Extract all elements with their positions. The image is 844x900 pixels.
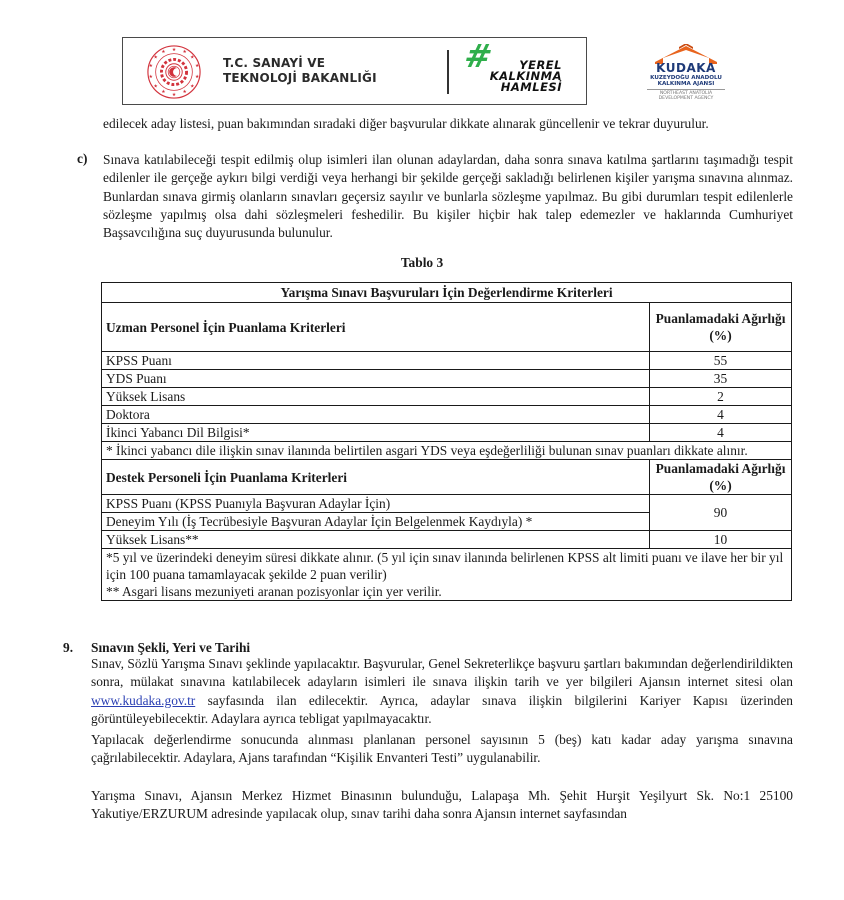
section9-paragraph-2: Yapılacak değerlendirme sonucunda alınması planlanan personel sayısının 5 (beş) katı kadar aday yarışma sınavına çağrılabilecektir. Adaylara, Ajans tarafından “Kişilik Envanteri Testi” uygulanabilir. — [91, 732, 793, 766]
table-row — [102, 370, 792, 388]
section-number: 9. — [63, 640, 74, 655]
table-row — [102, 406, 792, 424]
table-title: Yarışma Sınavı Başvuruları İçin Değerlendirme Kriterleri — [102, 283, 792, 303]
table-row — [102, 388, 792, 406]
weight-cell: 4 — [650, 406, 792, 424]
criterion-cell: KPSS Puanı — [102, 352, 650, 370]
criterion-cell: Yüksek Lisans** — [102, 531, 650, 549]
table-row — [102, 352, 792, 370]
table-row — [102, 495, 792, 513]
weight-cell: 90 — [650, 495, 792, 531]
weight-column-header: Puanlamadaki Ağırlığı (%) — [650, 303, 792, 352]
continuation-paragraph: edilecek aday listesi, puan bakımından sıradaki diğer başvurular dikkate alınarak güncellenir ve tekrar duyurulur. — [103, 116, 709, 131]
weight-cell: 10 — [650, 531, 792, 549]
uzman-section-header: Uzman Personel İçin Puanlama Kriterleri — [102, 303, 650, 352]
svg-text:★: ★ — [195, 74, 200, 80]
weight-cell: 55 — [650, 352, 792, 370]
destek-footnotes — [102, 549, 792, 601]
svg-text:★: ★ — [195, 64, 200, 70]
section9-paragraph-3: Yarışma Sınavı, Ajansın Merkez Hizmet Binasının bulunduğu, Lalapaşa Mh. Şehit Hurşit Yeşilyurt Sk. No:1 25100 Yakutiye/ERZURUM adresinde yapılacak olup, sınav tarihi daha sonra Ajansın internet sayfasından — [91, 788, 793, 822]
campaign-name: YEREL KALKINMA HAMLESİ — [489, 58, 562, 94]
criterion-cell: Yüksek Lisans — [102, 388, 650, 406]
kudaka-logo: KUDAKA KUZEYDOĞU ANADOLU KALKINMA AJANSI NORTHEAST ANATOLIA DEVELOPMENT AGENCY — [647, 44, 725, 102]
svg-text:★: ★ — [153, 55, 158, 61]
destek-section-header: Destek Personeli İçin Puanlama Kriterleri — [102, 460, 650, 495]
uzman-footnote: * İkinci yabancı dile ilişkin sınav ilanında belirtilen asgari YDS veya eşdeğerliliği bulunan sınav puanları dikkate alınır. — [102, 442, 792, 460]
criterion-cell: YDS Puanı — [102, 370, 650, 388]
criteria-table — [101, 282, 792, 601]
hashtag-icon: # — [460, 37, 496, 75]
list-item-label: c) — [77, 151, 88, 166]
weight-cell: 4 — [650, 424, 792, 442]
svg-text:★: ★ — [148, 74, 153, 80]
list-item-c-text: Sınava katılabileceği tespit edilmiş olup isimleri ilan olunan adaylardan, daha sonra sınava katılma şartlarını taşımadığı tespit edilenler ile gerçeğe aykırı bilgi verdiği veya herhangi bir şekilde gerçeği sakladığı belirlenen kişiler yarışma sınavına alınmaz. Bunlardan sınava girmiş olanların sınavları geçersiz sayılır ve bunlarla sözleşme yapılmaz. Bu gibi durumları tespit edilenlerle sözleşme yapılmış olsa dahi sözleşmeleri feshedilir. Bu kişiler hiçbir hak talep edemezler ve haklarında Cumhuriyet Başsavcılığına suç duyurusunda bulunulur. — [103, 152, 793, 241]
svg-text:★: ★ — [153, 84, 158, 90]
table-row — [102, 531, 792, 549]
ministry-emblem-icon — [145, 44, 203, 100]
weight-cell: 2 — [650, 388, 792, 406]
header-logo-banner — [122, 37, 587, 105]
section-title: Sınavın Şekli, Yeri ve Tarihi — [91, 640, 251, 655]
criterion-cell: İkinci Yabancı Dil Bilgisi* — [102, 424, 650, 442]
svg-text:★: ★ — [190, 55, 195, 61]
criterion-cell: KPSS Puanı (KPSS Puanıyla Başvuran Adaylar İçin) — [102, 495, 650, 513]
yerel-kalkinma-logo — [460, 37, 562, 100]
kudaka-website-link[interactable]: www.kudaka.gov.tr — [91, 692, 196, 708]
svg-text:★: ★ — [161, 50, 166, 56]
svg-text:★: ★ — [182, 90, 187, 96]
svg-text:★: ★ — [190, 84, 195, 90]
table-caption: Tablo 3 — [400, 255, 444, 270]
weight-column-header: Puanlamadaki Ağırlığı (%) — [650, 460, 792, 495]
weight-cell: 35 — [650, 370, 792, 388]
criterion-cell: Deneyim Yılı (İş Tecrübesiyle Başvuran Adaylar İçin Belgelenmek Kaydıyla) * — [102, 513, 650, 531]
svg-text:★: ★ — [148, 64, 153, 70]
destek-footnote-2: ** Asgari lisans mezuniyeti aranan pozisyonlar için yer verilir. — [106, 584, 442, 599]
svg-text:★: ★ — [171, 93, 177, 99]
header-divider — [447, 50, 449, 94]
table-row — [102, 424, 792, 442]
destek-footnote-1: *5 yıl ve üzerindeki deneyim süresi dikkate alınır. (5 yıl için sınav ilanında belirlenen KPSS alt limiti puanı ve ilave her bir yıl için 100 puana tamamlayacak şekilde 2 puan verilir) — [106, 550, 784, 582]
svg-text:★: ★ — [161, 90, 166, 96]
svg-text:★: ★ — [182, 50, 187, 56]
criterion-cell: Doktora — [102, 406, 650, 424]
ministry-name: T.C. SANAYİ VE TEKNOLOJİ BAKANLIĞI — [223, 56, 377, 85]
svg-text:★: ★ — [171, 47, 177, 53]
section9-paragraph-1: Sınav, Sözlü Yarışma Sınavı şeklinde yapılacaktır. Başvurular, Genel Sekreterlikçe başvuru şartları bakımından değerlendirildikten sonra, mülakat sınavına katılabilecek adayların isimleri ile sınava ilişkin tarih ve yer bilgileri Ajansın internet sitesi olan www.kudaka.gov.tr sayfasında ilan edilecektir. Ayrıca, adaylar sınava ilişkin bilgilerini Kariyer Kapısı üzerinden görüntüleyebilecektir. Adaylara ayrıca tebligat yapılmayacaktır. — [91, 656, 793, 726]
